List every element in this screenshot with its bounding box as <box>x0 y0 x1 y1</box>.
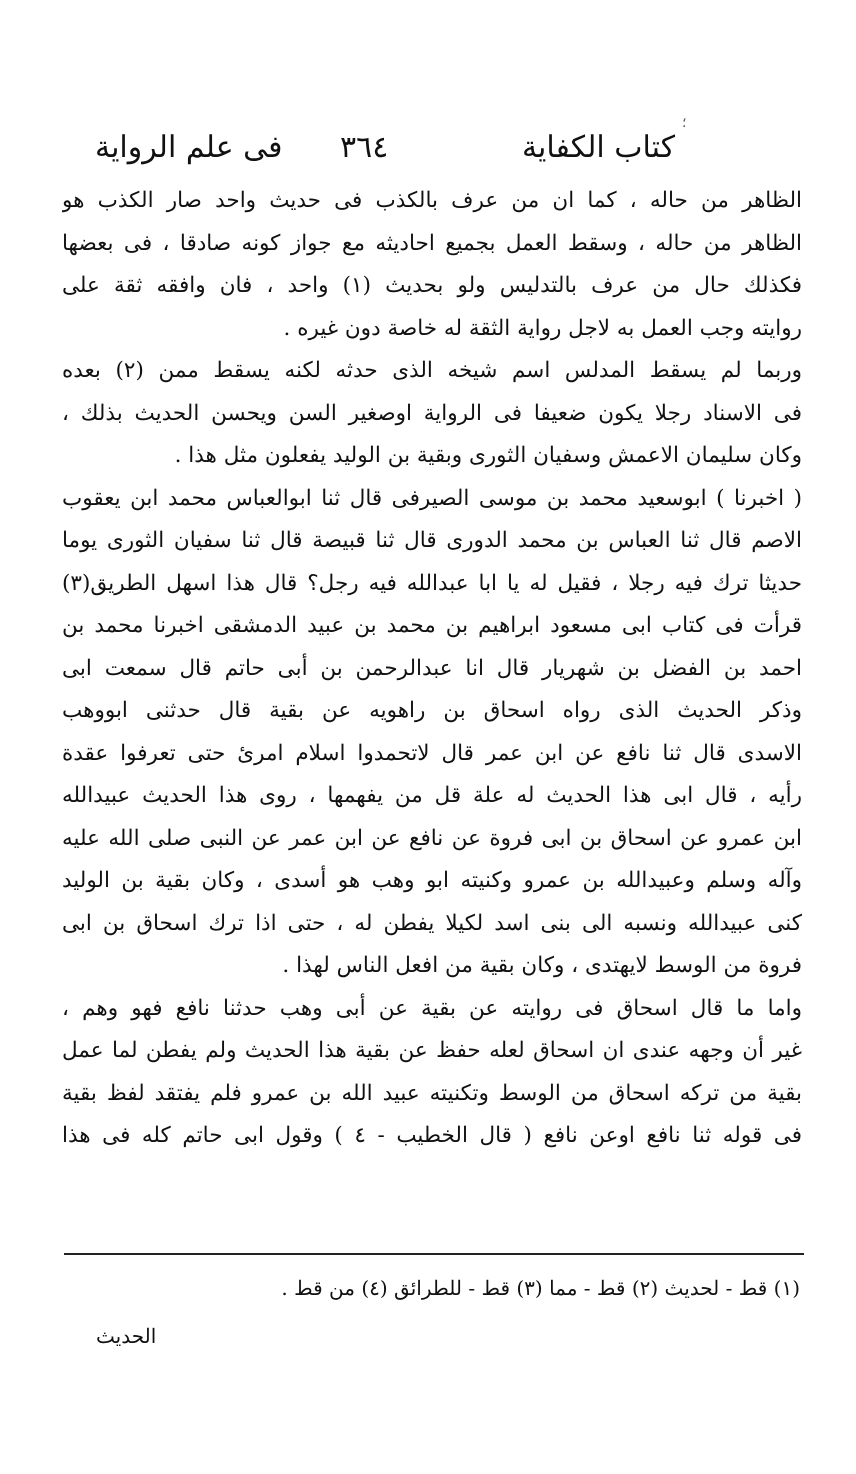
text-line: الظاهر من حاله ، وسقط العمل بجميع احاديثه مع جواز كونه صادقا ، فى بعضها <box>62 230 802 256</box>
page-number: ٣٦٤ <box>340 130 389 165</box>
text-line: وذكر الحديث الذى رواه اسحاق بن راهويه عن بقية قال حدثنى ابووهب <box>62 698 802 723</box>
text-line: روايته وجب العمل به لاجل رواية الثقة له خاصة دون غيره . <box>283 315 802 341</box>
text-line: الاصم قال ثنا العباس بن محمد الدورى قال ثنا قبيصة قال ثنا سفيان الثورى يوما <box>62 528 802 553</box>
text-line: احمد بن الفضل بن شهريار قال انا عبدالرحمن بن أبى حاتم قال سمعت ابى <box>62 655 802 681</box>
text-line: وكان سليمان الاعمش وسفيان الثورى وبقية بن الوليد يفعلون مثل هذا . <box>174 443 802 468</box>
text-line: ابن عمرو عن اسحاق بن ابى فروة عن نافع عن ابن عمر عن النبى صلى الله عليه <box>62 825 802 851</box>
book-title: كتاب الكفاية <box>521 130 675 165</box>
text-line: فى الاسناد رجلا يكون ضعيفا فى الرواية اوصغير السن ويحسن الحديث بذلك ، <box>62 400 802 426</box>
text-line: الاسدى قال ثنا نافع عن ابن عمر قال لاتحمدوا اسلام امرئ حتى تعرفوا عقدة <box>62 740 802 766</box>
text-line: فكذلك حال من عرف بالتدليس ولو بحديث (١) واحد ، فان وافقه ثقة على <box>62 273 802 298</box>
book-subtitle: فى علم الرواية <box>95 130 283 165</box>
main-text <box>62 180 802 1158</box>
text-line: فروة من الوسط لايهتدى ، وكان بقية من افعل الناس لهذا . <box>282 953 802 978</box>
text-line: فى قوله ثنا نافع اوعن نافع ( قال الخطيب - ٤ ) وقول ابى حاتم كله فى هذا <box>62 1123 802 1148</box>
footnote-divider <box>64 1253 804 1255</box>
text-line: قرأت فى كتاب ابى مسعود ابراهيم بن محمد بن عبيد الدمشقى اخبرنا محمد بن <box>62 613 802 638</box>
corner-mark: ؛ <box>682 115 687 131</box>
text-line: رأيه ، قال ابى هذا الحديث له علة قل من يفهمها ، روى هذا الحديث عبيدالله <box>62 783 802 808</box>
page-header <box>95 122 675 174</box>
text-line: وربما لم يسقط المدلس اسم شيخه الذى حدثه لكنه يسقط ممن (٢) بعده <box>62 358 802 383</box>
text-line: واما ما قال اسحاق فى روايته عن بقية عن أبى وهب حدثنا نافع فهو وهم ، <box>62 995 802 1021</box>
text-line: ( اخبرنا ) ابوسعيد محمد بن موسى الصيرفى قال ثنا ابوالعباس محمد ابن يعقوب <box>62 485 802 511</box>
text-line: كنى عبيدالله ونسبه الى بنى اسد لكيلا يفطن له ، حتى اذا ترك اسحاق بن ابى <box>62 910 802 936</box>
text-line: حديثا ترك فيه رجلا ، فقيل له يا ابا عبدالله فيه رجل؟ قال هذا اسهل الطريق(٣) <box>62 570 802 596</box>
text-line: وآله وسلم وعبيدالله بن عمرو وكنيته ابو وهب هو أسدى ، وكان بقية بن الوليد <box>62 868 802 893</box>
catchword: الحديث <box>96 1324 157 1348</box>
text-line: بقية من تركه اسحاق من الوسط وتكنيته عبيد الله بن عمرو فلم يفتقد لفظ بقية <box>62 1080 802 1106</box>
footnote: (١) قط - لحديث (٢) قط - مما (٣) قط - للطرائق (٤) من قط . <box>281 1276 800 1300</box>
text-line: غير أن وجهه عندى ان اسحاق لعله حفظ عن بقية هذا الحديث ولم يفطن لما عمل <box>62 1038 802 1063</box>
text-line: الظاهر من حاله ، كما ان من عرف بالكذب فى حديث واحد صار الكذب هو <box>62 188 802 213</box>
